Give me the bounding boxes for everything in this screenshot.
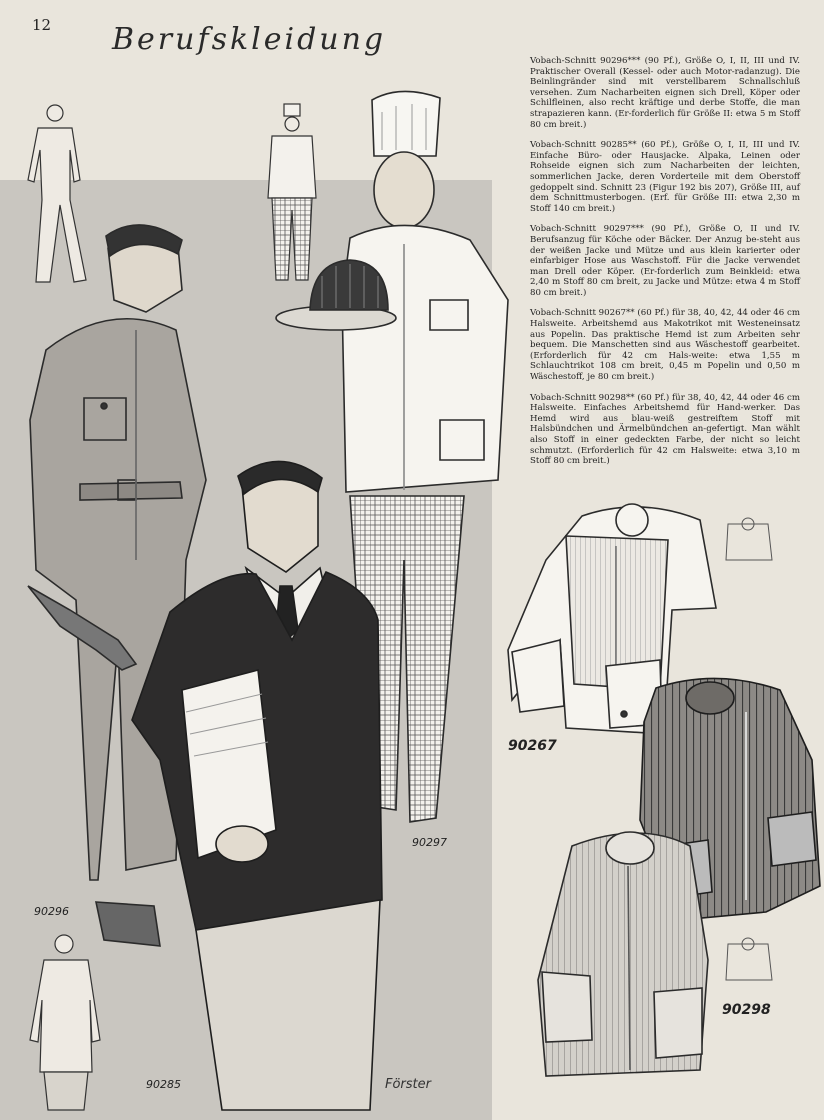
description-90297: Vobach-Schnitt 90297*** (90 Pf.), Größe O, II und IV. Berufsanzug für Köche oder Bäcker. Der Anzug be-steht aus der weißen Jacke und Mütze und aus klein karierter oder einfarbiger Hose aus Waschstoff. Für die Jacke verwendet man Drell oder Köper. (Er-forderlich zum Beinkleid: etwa 2,40 m Stoff 80 cm breit, zu Jacke und Mütze: etwa 4 m Stoff 80 cm breit.) (530, 224, 800, 298)
sketch-cook-back (268, 104, 316, 280)
figure-shirt-striped-light (538, 832, 708, 1076)
description-column (530, 56, 800, 477)
description-90296: Vobach-Schnitt 90296*** (90 Pf.), Größe O, I, II, III und IV. Praktischer Overall (Kessel- oder auch Motor-radanzug). Die Beinlingränder sind mit verstellbarem Schnallschluß versehen. Zum Nacharbeiten eignen sich Drell, Köper oder Schilfleinen, also recht kräftige und derbe Stoffe, die man strapazieren kann. (Er-forderlich für Größe II: etwa 5 m Stoff 80 cm breit.) (530, 56, 800, 130)
figure-label-90298: 90298 (722, 1002, 771, 1018)
sketch-jacket-back (30, 935, 100, 1110)
figure-label-90267: 90267 (508, 738, 557, 754)
page-number: 12 (32, 16, 52, 34)
page-title: Berufskleidung (112, 22, 387, 57)
figure-label-90297: 90297 (412, 836, 447, 849)
description-90267: Vobach-Schnitt 90267** (60 Pf.) für 38, 40, 42, 44 oder 46 cm Halsweite. Arbeitshemd aus Makotrikot mit Westeneinsatz aus Popelin. Das praktische Hemd ist zum Arbeiten sehr bequem. Die Manschetten sind aus Wäschestoff gearbeitet. (Erforderlich für 42 cm Hals-weite: etwa 1,55 m Schlauchtrikot 108 cm breit, 0,45 m Popelin und 0,50 m Wäschestoff, je 80 cm breit.) (530, 308, 800, 383)
sketch-shirt-small-top (726, 518, 772, 560)
description-90285: Vobach-Schnitt 90285** (60 Pf.), Größe O, I, II, III und IV. Einfache Büro- oder Hausjacke. Alpaka, Leinen oder Rohseide eignen sich zum Nacharbeiten der leichten, sommerlichen Jacke, deren Vorderteile mit dem Oberstoff gedoppelt sind. Schnitt 23 (Figur 192 bis 207), Größe III, auf dem Schnittmusterbogen. (Erf. für Größe III: etwa 2,30 m Stoff 140 cm breit.) (530, 140, 800, 214)
artist-signature: Förster (385, 1077, 431, 1092)
description-90298: Vobach-Schnitt 90298** (60 Pf.) für 38, 40, 42, 44 oder 46 cm Halsweite. Einfaches Arbeitshemd für Hand-werker. Das Hemd wird aus blau-weiß gestreiftem Stoff mit Halsbündchen und Ärmelbündchen an-gefertigt. Man wählt also Stoff in einer gedeckten Farbe, der nicht so leicht schmutzt. (Erforderlich für 42 cm Halsweite: etwa 3,10 m Stoff 80 cm breit.) (530, 392, 800, 467)
figure-label-90296: 90296 (34, 905, 69, 918)
sketch-shirt-small-bottom (726, 938, 772, 980)
sketch-overall-back (28, 105, 86, 282)
figure-label-90285: 90285 (146, 1078, 181, 1091)
